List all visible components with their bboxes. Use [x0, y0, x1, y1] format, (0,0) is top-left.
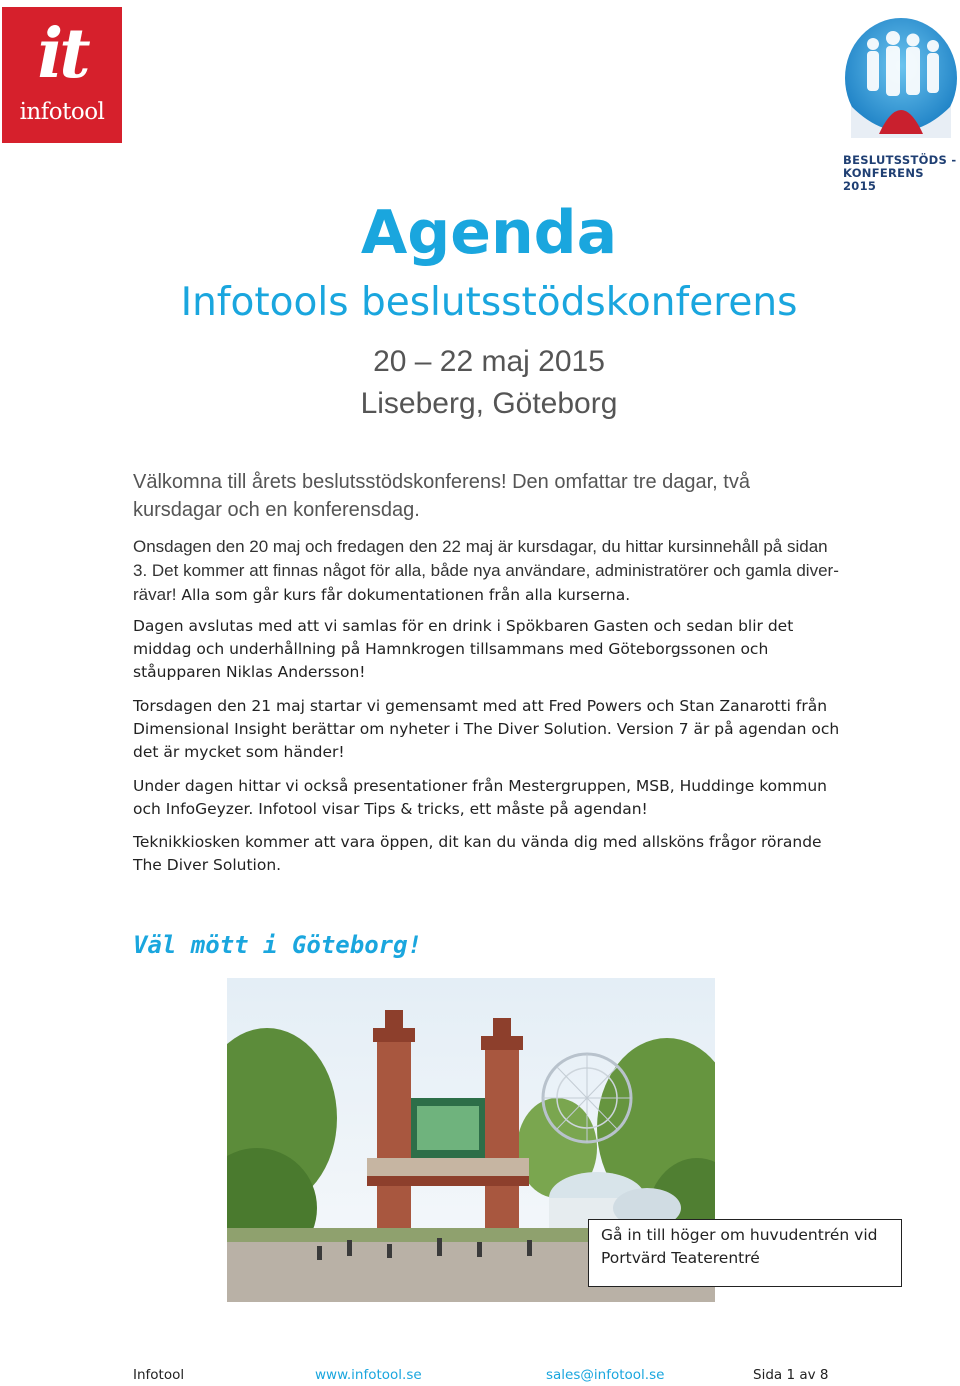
paragraph-conference-day: Torsdagen den 21 maj startar vi gemensamt med att Fred Powers och Stan Zanarotti från Dimensional Insight berättar om nyheter i The Diver Solution. Version 7 är på agendan och det är mycket som händer!: [133, 697, 840, 761]
conference-emblem-icon: [845, 16, 957, 156]
footer-website-link[interactable]: www.infotool.se: [315, 1367, 422, 1383]
conference-logo-caption: BESLUTSSTÖDS - KONFERENS 2015: [843, 153, 957, 193]
paragraph-course-days: Onsdagen den 20 maj och fredagen den 22 maj är kursdagar, du hittar kursinnehåll på sidan 3. Det kommer att finnas något för alla, både nya användare, administratörer och gamla diver-rävar! Alla som går kurs får dokumentationen från alla kurserna.: [133, 537, 839, 604]
entrance-callout: Gå in till höger om huvudentrén vid Portvärd Teaterentré: [588, 1219, 902, 1287]
page-title: Agenda: [360, 198, 618, 268]
logo-text: infotool: [19, 99, 105, 125]
welcome-heading: Väl mött i Göteborg!: [133, 931, 422, 959]
conference-logo: [843, 16, 957, 193]
footer-company: Infotool: [133, 1367, 185, 1383]
event-location: Liseberg, Göteborg: [360, 387, 618, 420]
event-dates: 20 – 22 maj 2015: [373, 345, 605, 378]
infotool-logo: [2, 7, 122, 143]
footer-page-number: Sida 1 av 8: [753, 1367, 829, 1383]
intro-paragraph: Välkomna till årets beslutsstödskonferens! Den omfattar tre dagar, två kursdagar och en konferensdag.: [133, 471, 750, 521]
page-subtitle: Infotools beslutsstödskonferens: [180, 280, 798, 325]
logo-mark: it: [37, 14, 87, 94]
paragraph-evening: Dagen avslutas med att vi samlas för en drink i Spökbaren Gasten och sedan blir det middag och underhållning på Hamnkrogen tillsammans med Göteborgssonen och ståupparen Niklas Andersson!: [133, 617, 794, 681]
paragraph-presentations: Under dagen hittar vi också presentationer från Mestergruppen, MSB, Huddinge kommun och InfoGeyzer. Infotool visar Tips & tricks, ett måste på agendan!: [133, 777, 827, 818]
footer-email-link[interactable]: sales@infotool.se: [546, 1367, 665, 1383]
paragraph-tech-kiosk: Teknikkiosken kommer att vara öppen, dit kan du vända dig med allsköns frågor rörande The Diver Solution.: [133, 833, 822, 874]
